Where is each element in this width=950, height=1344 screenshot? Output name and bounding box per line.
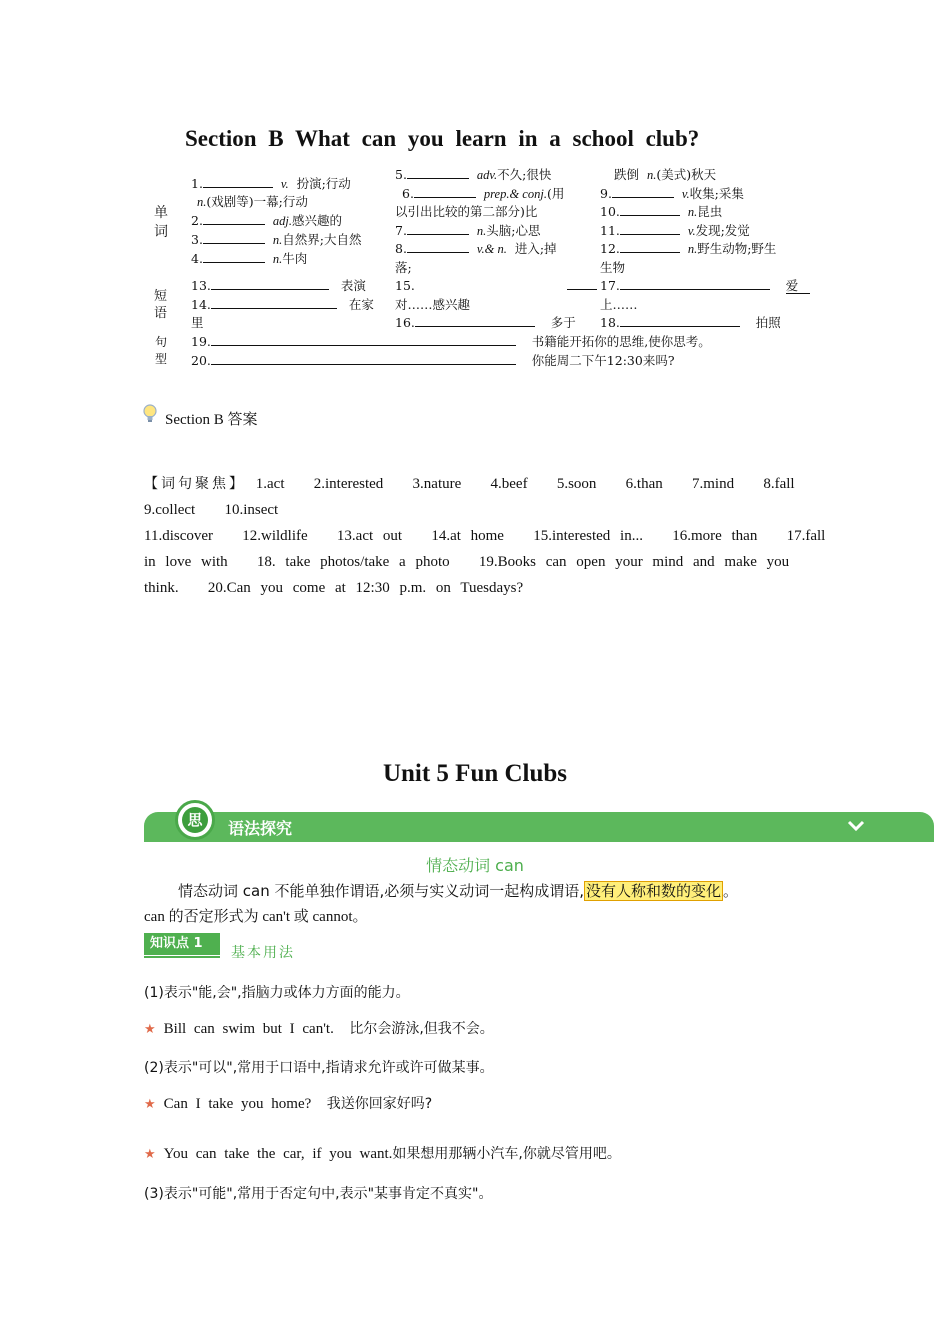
usage-1: (1)表示"能,会",指脑力或体力方面的能力。 (144, 985, 410, 1001)
side-label-phrase: 短语 (154, 289, 168, 321)
banner-label: 语法探究 (228, 819, 293, 838)
intro-line-2: can 的否定形式为 can't 或 cannot。 (144, 909, 368, 925)
answer-blank[interactable] (567, 277, 597, 290)
vocab-item-8-line3: 跌倒 n.(美式)秋天 (614, 167, 717, 182)
answer-blank[interactable] (203, 231, 265, 244)
star-icon: ★ (144, 1096, 156, 1111)
vocab-item-8: 8. v.& n. 进入;掉 (395, 241, 557, 256)
phrase-item-13: 13. 表演 (191, 278, 366, 293)
vocab-item-11: 11. v.发现;发觉 (600, 223, 750, 238)
vocab-item-12-line2: 生物 (600, 260, 626, 275)
vocab-item-8-line2: 落; (395, 260, 412, 275)
answer-line-1: 【词句聚焦】 1.act 2.interested 3.nature 4.beef 5.soon 6.than 7.mind 8.fall (144, 476, 795, 492)
vocab-item-1-line2: n.(戏剧等)一幕;行动 (197, 194, 308, 209)
sentence-item-20: 20. 你能周二下午12:30来吗? (191, 353, 675, 368)
grammar-title: 情态动词 can (426, 856, 524, 875)
phrase-item-15-blank (567, 277, 597, 295)
usage-2: (2)表示"可以",常用于口语中,指请求允许或许可做某事。 (144, 1060, 494, 1076)
answer-blank[interactable] (407, 222, 469, 235)
star-icon: ★ (144, 1146, 156, 1161)
answer-blank[interactable] (620, 222, 680, 235)
intro-line-1: 情态动词 can 不能单独作谓语,必须与实义动词一起构成谓语, 没有人称和数的变化 。 (178, 882, 739, 900)
answer-blank[interactable] (211, 296, 337, 309)
vocab-item-1: 1. v. 扮演;行动 (191, 176, 351, 191)
sentence-item-19: 19. 书籍能开拓你的思维,使你思考。 (191, 334, 711, 349)
vocab-item-6-line2: 以引出比较的第二部分)比 (395, 204, 538, 219)
think-badge-icon: 思 (175, 800, 215, 840)
usage-3: (3)表示"可能",常用于否定句中,表示"某事肯定不真实"。 (144, 1186, 493, 1202)
answer-blank[interactable] (620, 203, 680, 216)
phrase-item-16: 16. 多于 (395, 315, 576, 330)
star-icon: ★ (144, 1021, 156, 1036)
answer-label: 【词句聚焦】 (144, 476, 246, 492)
answer-blank[interactable] (203, 175, 273, 188)
highlight-text: 没有人称和数的变化 (586, 882, 722, 900)
answer-line-2: 9.collect 10.insect (144, 502, 279, 518)
knowledge-point-label: 基本用法 (231, 945, 295, 961)
example-3: ★ You can take the car, if you want.如果想用那辆小汽车,你就尽管用吧。 (144, 1146, 621, 1162)
vocab-item-7: 7. n.头脑;心思 (395, 223, 541, 238)
answer-blank[interactable] (415, 314, 535, 327)
vocab-item-5: 5. adv.不久;很快 (395, 167, 552, 182)
answer-blank[interactable] (620, 277, 770, 290)
side-label-sentence: 句型 (155, 335, 168, 366)
answer-blank[interactable] (211, 333, 516, 346)
phrase-item-17-line2: 上…… (600, 297, 638, 312)
phrase-item-15: 15. (395, 278, 415, 293)
answer-blank[interactable] (203, 212, 265, 225)
answer-heading: Section B 答案 (165, 412, 258, 428)
answer-blank[interactable] (620, 240, 680, 253)
vocab-item-2: 2. adj.感兴趣的 (191, 213, 343, 228)
answer-blank[interactable] (203, 250, 265, 263)
answer-blank[interactable] (211, 352, 516, 365)
answer-line-4: in love with 18. take photos/take a photo 19.Books can open your mind and make you (144, 554, 790, 570)
knowledge-point-tag: 知识点 1 (144, 933, 220, 955)
answer-line-3: 11.discover 12.wildlife 13.act out 14.at home 15.interested in... 16.more than 17.fall (144, 528, 826, 544)
answer-blank[interactable] (407, 240, 469, 253)
lightbulb-icon (143, 404, 157, 428)
answer-blank[interactable] (612, 185, 674, 198)
phrase-item-14: 14. 在家 (191, 297, 374, 312)
answer-blank[interactable] (407, 166, 469, 179)
vocab-item-4: 4. n.牛肉 (191, 251, 308, 266)
vocab-item-6: 6. prep.& conj.(用 (402, 186, 565, 201)
phrase-item-17: 17. 爱 (600, 277, 810, 295)
vocab-item-10: 10. n.昆虫 (600, 204, 723, 219)
side-label-word: 单词 (154, 205, 168, 240)
chevron-down-icon[interactable] (846, 814, 866, 838)
answer-blank[interactable] (620, 314, 740, 327)
answer-blank[interactable] (211, 277, 329, 290)
vocab-item-12: 12. n.野生动物;野生 (600, 241, 777, 256)
section-title: Section B What can you learn in a school club? (185, 126, 700, 151)
phrase-item-14-line2: 里 (191, 315, 204, 330)
answer-line-5: think. 20.Can you come at 12:30 p.m. on Tuesdays? (144, 580, 524, 596)
example-2: ★ Can I take you home? 我送你回家好吗? (144, 1096, 433, 1112)
phrase-item-18: 18. 拍照 (600, 315, 781, 330)
answer-blank[interactable] (414, 185, 476, 198)
vocab-item-3: 3. n.自然界;大自然 (191, 232, 362, 247)
example-1: ★ Bill can swim but I can't. 比尔会游泳,但我不会。 (144, 1021, 494, 1037)
unit-title: Unit 5 Fun Clubs (382, 760, 568, 787)
phrase-item-15-cn: 对……感兴趣 (395, 297, 471, 312)
vocab-item-9: 9. v.收集;采集 (600, 186, 744, 201)
